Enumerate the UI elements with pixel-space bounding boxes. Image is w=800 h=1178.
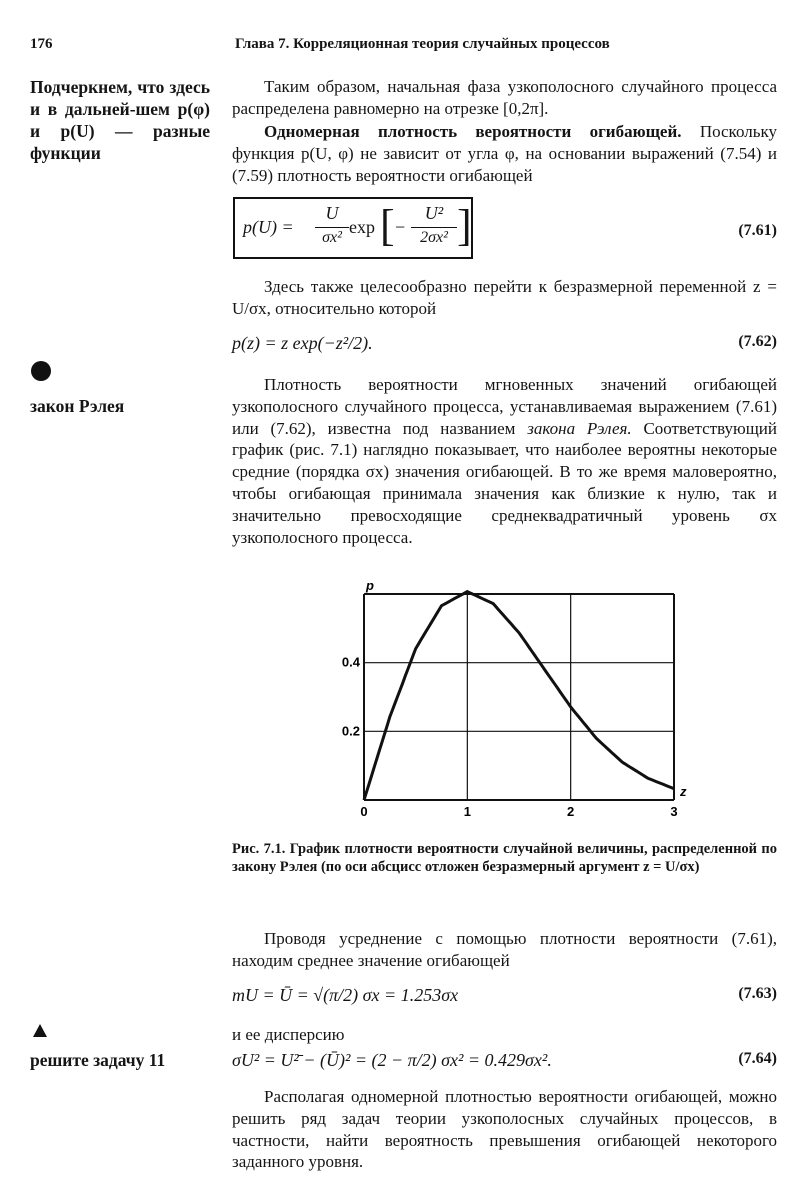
section-heading: Одномерная плотность вероятности огибающей. [264, 122, 682, 141]
chart-x-tick-label: 3 [670, 804, 678, 819]
chart-y-tick-label: 0.2 [341, 723, 360, 739]
paragraph-rayleigh-law: Плотность вероятности мгновенных значений огибающей узкополосного случайного процесса, устанавливаемая выражением (7.61) или (7.62), известна под названием закона Рэлея. Соответствующий график (рис. 7.1) наглядно показывает, что наиболее вероятны некоторые средние (порядка σx) значения огибающей. В то же время маловероятно, чтобы огибающая принимала значения как близкие к нулю, так и значительно превосходящие среднеквадратичный уровень σx узкополосного процесса. [232, 375, 778, 547]
equation-7-62: p(z) = z exp(−z²/2). (7.62) [232, 333, 777, 353]
equation-label: (7.64) [738, 1050, 777, 1067]
margin-note-rayleigh: закон Рэлея [30, 396, 125, 416]
chapter-title: Глава 7. Корреляционная теория случайных процессов [235, 36, 610, 52]
margin-note-task: решите задачу 11 [30, 1050, 166, 1070]
margin-note-functions: Подчеркнем, что здесь и в дальней-шем p(φ) и p(U) — разные функции [30, 77, 210, 163]
rayleigh-chart [320, 578, 700, 828]
bullet-circle-icon [31, 361, 51, 381]
equation-7-61-box: p(U) = U σx² exp [ − U² 2σx² ] [233, 197, 473, 259]
page-header [30, 36, 775, 60]
chart-x-axis-label: z [680, 784, 687, 799]
paragraph-phase: Таким образом, начальная фаза узкополосного случайного процесса распределена равномерно на отрезке [0,2π]. [232, 77, 777, 118]
paragraph-mean: Проводя усреднение с помощью плотности вероятности (7.61), находим среднее значение огибающей [232, 929, 777, 970]
chart-grid [364, 594, 674, 800]
equation-label: (7.62) [738, 333, 777, 350]
paragraph-dimensionless: Здесь также целесообразно перейти к безразмерной переменной z = U/σx, относительно которой [232, 277, 777, 318]
equation-label: (7.63) [738, 985, 777, 1002]
chart-y-axis-label: p [366, 578, 374, 593]
chart-x-tick-label: 0 [360, 804, 368, 819]
equation-7-61-label-row [232, 222, 777, 252]
equation-label: (7.61) [738, 222, 777, 239]
paragraph-conclusion: Располагая одномерной плотностью вероятности огибающей, можно решить ряд задач теории узкополосных случайных процессов, в частности, найти вероятность превышения огибающей некоторого заданного уровня. [232, 1087, 777, 1172]
triangle-icon [33, 1024, 47, 1037]
chart-series-line [364, 592, 674, 800]
figure-caption: Рис. 7.1. График плотности вероятности случайной величины, распределенной по закону Рэлея (по оси абсцисс отложен безразмерный аргумент z = U/σx) [232, 841, 777, 875]
page-number: 176 [30, 36, 53, 52]
chart-ticks [342, 655, 678, 819]
paragraph-variance-intro: и ее дисперсию [232, 1025, 345, 1044]
equation-7-64: σU² = U²̄ − (Ū)² = (2 − π/2) σx² = 0.429σx². (7.64) [232, 1050, 777, 1070]
chart-y-tick-label: 0.4 [341, 654, 360, 670]
paragraph-envelope-density: Одномерная плотность вероятности огибающей. Поскольку функция p(U, φ) не зависит от угла φ, на основании выражений (7.54) и (7.59) плотность вероятности огибающей [232, 122, 777, 185]
chart-x-tick-label: 1 [463, 804, 471, 819]
equation-7-63: mU = Ū = √(π/2) σx = 1.253σx (7.63) [232, 985, 777, 1005]
chart-x-tick-label: 2 [567, 804, 575, 819]
